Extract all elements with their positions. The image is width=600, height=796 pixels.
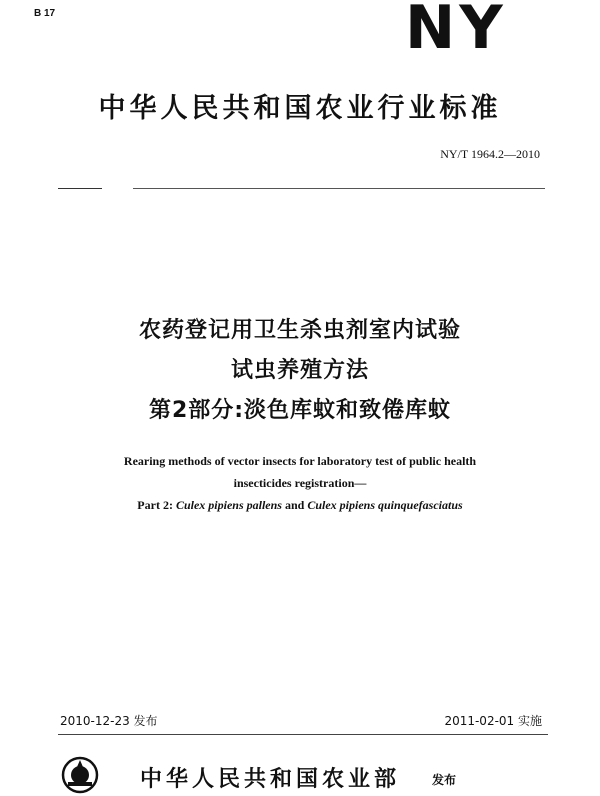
title-en-part-prefix: Part 2:: [137, 498, 173, 512]
title-en-and: and: [284, 498, 305, 512]
title-en-line-1: Rearing methods of vector insects for laboratory test of public health: [123, 454, 477, 468]
implementation-date: 2011-02-01 实施: [444, 714, 542, 728]
standard-number: NY/T 1964.2—2010: [440, 147, 540, 161]
title-cn-line-1: 农药登记用卫生杀虫剂室内试验: [138, 318, 461, 343]
title-en-species-2: Culex pipiens quinquefasciatus: [307, 498, 463, 512]
issue-date: 2010-12-23 发布: [60, 714, 158, 728]
title-en-line-3: [60, 494, 540, 516]
title-cn-line-3: 第2部分:淡色库蚊和致倦库蚊: [148, 398, 452, 423]
divider-short: [58, 188, 102, 189]
ministry-seal-icon: [60, 755, 100, 795]
divider-long: [133, 188, 545, 189]
title-en: [60, 450, 540, 516]
title-en-line-2: insecticides registration—: [233, 476, 367, 490]
ics-code: B 17: [34, 8, 56, 19]
standard-type-heading: 中华人民共和国农业行业标准: [98, 93, 502, 124]
ny-logo: NY: [405, 0, 507, 63]
footer-divider: [58, 734, 548, 735]
publisher-suffix: 发布: [432, 773, 457, 787]
title-cn-line-2: 试虫养殖方法: [230, 358, 369, 383]
title-en-species-1: Culex pipiens pallens: [175, 498, 282, 512]
publisher-name: 中华人民共和国农业部: [140, 767, 401, 792]
